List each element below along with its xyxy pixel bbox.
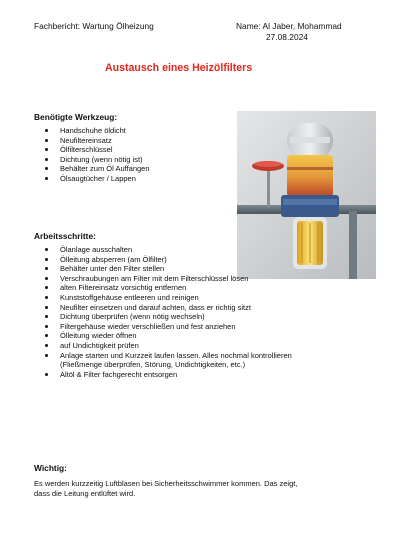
bullet-icon [45,286,48,289]
note-text [34,479,324,498]
note-heading: Wichtig: [34,463,67,473]
steps-heading: Arbeitsschritte: [34,231,96,241]
list-item: Dichtung überprüfen (wenn nötig wechseln) [44,312,324,322]
list-item: Ölleitung absperren (am Ölfilter) [44,255,324,265]
list-item: Ölsaugtücher / Lappen [44,174,224,184]
bullet-icon [45,248,48,251]
list-item: Ölanlage ausschalten [44,245,324,255]
list-item: Verschraubungen am Filter mit dem Filterschlüssel lösen [44,274,324,284]
document-title: Austausch eines Heizölfilters [105,62,253,74]
note-line: dass die Leitung entlüftet wird. [34,488,136,498]
list-item: alten Filtereinsatz vorsichtig entfernen [44,283,324,293]
author-block [236,21,342,42]
bullet-icon [45,315,48,318]
list-item: Ölfilterschlüssel [44,145,224,155]
tools-list [44,126,224,184]
bullet-icon [45,344,48,347]
bullet-icon [45,158,48,161]
list-item: Kunststoffgehäuse entleeren und reinigen [44,293,324,303]
author-name: Name: Al Jaber, Mohammad [236,21,342,31]
bullet-icon [45,277,48,280]
report-title: Fachbericht: Wartung Ölheizung [34,21,154,31]
bullet-icon [45,373,48,376]
list-item: Behälter zum Öl Auffangen [44,164,224,174]
steps-list [44,245,324,379]
note-line: Es werden kurzzeitig Luftblasen bei Sicherheitsschwimmer kommen. Das zeigt, [34,479,298,488]
bullet-icon [45,354,48,357]
tools-heading: Benötigte Werkzeug: [34,112,118,122]
bullet-icon [45,167,48,170]
list-item: Neufiltereinsatz [44,136,224,146]
report-date: 27.08.2024 [266,31,308,42]
bullet-icon [45,258,48,261]
list-item: Behälter unter den Filter stellen [44,264,324,274]
bullet-icon [45,177,48,180]
bullet-icon [45,334,48,337]
bullet-icon [45,139,48,142]
bullet-icon [45,325,48,328]
bullet-icon [45,296,48,299]
list-item: Altöl & Filter fachgerecht entsorgen [44,370,324,380]
list-item: Filtergehäuse wieder verschließen und fest anziehen [44,322,324,332]
list-item: Neufilter einsetzen und darauf achten, dass er richtig sitzt [44,303,324,313]
bullet-icon [45,129,48,132]
list-item: auf Undichtigkeit prüfen [44,341,324,351]
list-item: Handschuhe öldicht [44,126,224,136]
bullet-icon [45,148,48,151]
bullet-icon [45,306,48,309]
bullet-icon [45,267,48,270]
list-item: Dichtung (wenn nötig ist) [44,155,224,165]
list-item: Anlage starten und Kurzzeit laufen lassen. Alles nochmal kontrollieren (Fließmenge überprüfen, Störung, Undichtigkeiten, etc.) [44,351,324,370]
list-item: Ölleitung wieder öffnen [44,331,324,341]
